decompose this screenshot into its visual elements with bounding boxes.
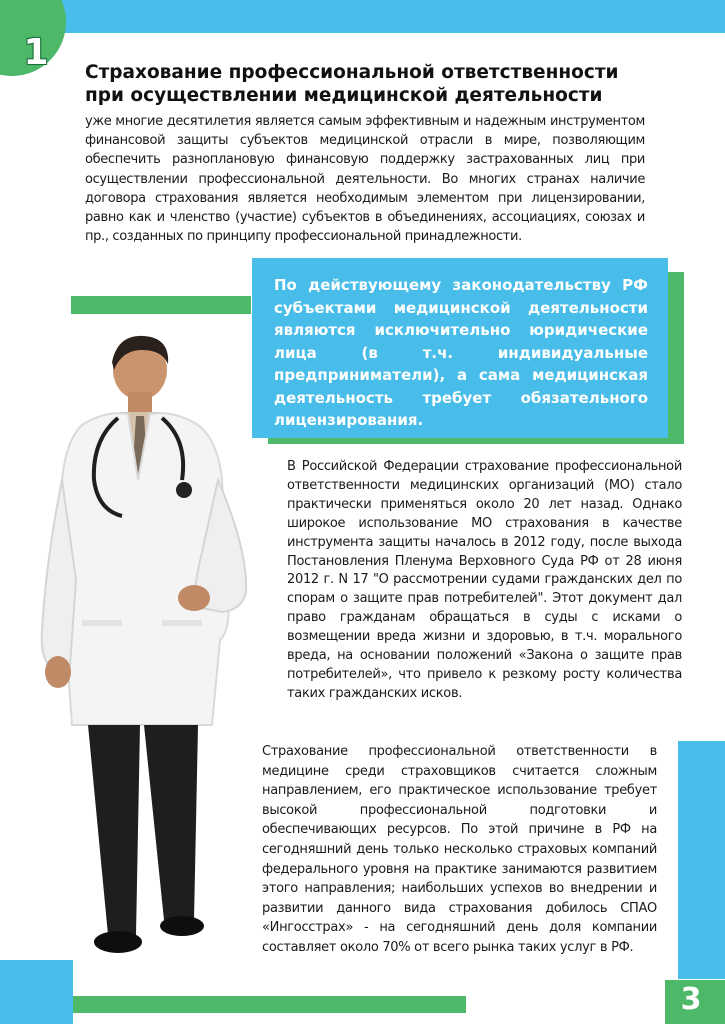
decorative-green-bottom-bar [73, 996, 466, 1013]
page-number: 3 [680, 982, 702, 1017]
decorative-blue-bar-right [678, 741, 725, 979]
page-title: Страхование профессиональной ответственности при осуществлении медицинской деятельности [85, 62, 619, 106]
callout-text: По действующему законодательству РФ субъектами медицинской деятельности являются исключительно юридические лица (в т.ч. индивидуальные предприниматели), а сама медицинская деятельность требует обязательного лицензирования. [274, 276, 648, 429]
market-paragraph: Страхование профессиональной ответственности в медицине среди страховщиков считается сложным направлением, его практическое использование требует высокой профессиональной подготовки и обеспечивающих ресурсов. По этой причине в РФ на сегодняшний день только несколько страховых компаний федерального уровня на практике занимаются развитием этого направления; наибольших успехов во внедрении и развитии данного вида страхования добилось СПАО «Ингосстрах» - на сегодняшний день доля компании составляет около 70% от всего рынка таких услуг в РФ. [262, 744, 657, 955]
page-number-box [665, 980, 725, 1024]
decorative-blue-block [0, 960, 73, 1024]
intro-paragraph: уже многие десятилетия является самым эффективным и надежным инструментом финансовой защиты субъектов медицинской отрасли в мире, позволяющим обеспечить разноплановую финансовую поддержку застрахованных лиц при осуществлении профессиональной деятельности. Во многих странах наличие договора страхования является необходимым элементом при лицензировании, равно как и членство (участие) субъектов в объединениях, ассоциациях, союзах и пр., созданных по принципу профессиональной принадлежности. [85, 114, 645, 245]
section-number: 1 [23, 32, 49, 73]
section-number-badge [0, 0, 66, 76]
callout-box [252, 258, 668, 438]
doctor-illustration [22, 330, 272, 980]
history-paragraph: В Российской Федерации страхование профессиональной ответственности медицинских организаций (МО) стало практически применяться около 20 лет назад. Однако широкое использование МО страхования в качестве инструмента защиты началось в 2012 году, после выхода Постановления Пленума Верховного Суда РФ от 28 июня 2012 г. N 17 "О рассмотрении судами гражданских дел по спорам о защите прав потребителей". Этот документ дал право гражданам обращаться в суды с исками о возмещении вреда жизни и здоровью, в т.ч. морального вреда, на основании положений «Закона о защите прав потребителей», что привело к резкому росту количества таких гражданских исков. [287, 459, 682, 701]
decorative-green-bar [71, 296, 251, 314]
top-blue-bar [50, 0, 725, 33]
